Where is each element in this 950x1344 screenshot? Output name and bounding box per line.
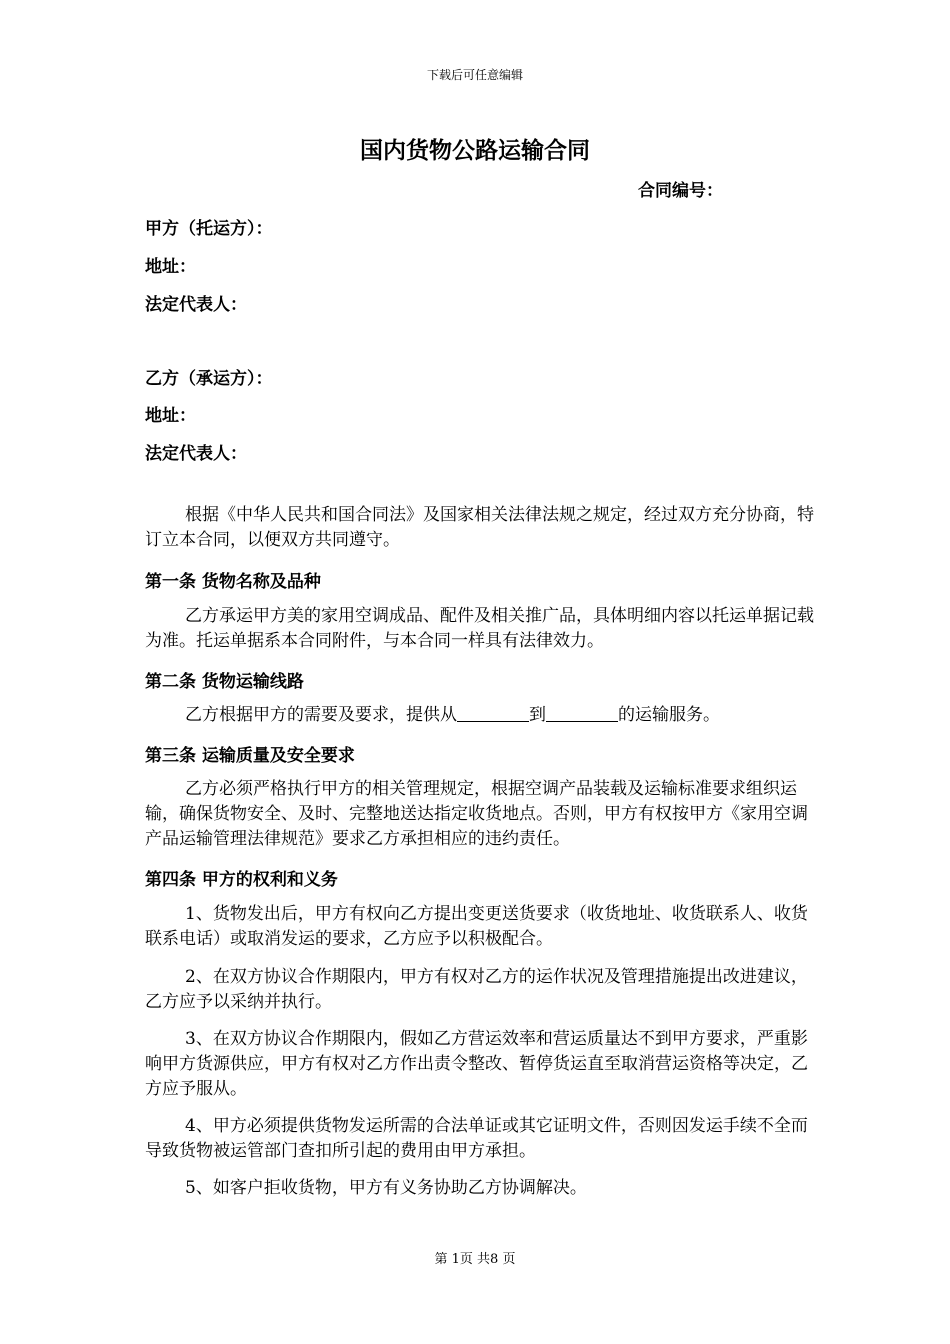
article-2-text-middle: 到 xyxy=(529,705,546,725)
article-2-text xyxy=(145,703,815,728)
party-a-label: 甲方（托运方）： xyxy=(145,219,273,239)
header-note: 下载后可任意编辑 xyxy=(426,68,523,82)
article-2-heading: 第二条 货物运输线路 xyxy=(145,672,304,692)
article-2-text-before: 乙方根据甲方的需要及要求，提供从 xyxy=(185,705,457,725)
article-4-item-3: 3、在双方协议合作期限内，假如乙方营运效率和营运质量达不到甲方要求，严重影响甲方货源供应，甲方有权对乙方作出责令整改、暂停货运直至取消营运资格等决定，乙方应予服从。 xyxy=(145,1029,808,1099)
party-b-address-label: 地址： xyxy=(145,406,196,426)
article-4-item-2: 2、在双方协议合作期限内，甲方有权对乙方的运作状况及管理措施提出改进建议，乙方应予以采纳并执行。 xyxy=(145,967,808,1012)
intro-paragraph: 根据《中华人民共和国合同法》及国家相关法律法规之规定，经过双方充分协商，特订立本合同，以便双方共同遵守。 xyxy=(145,505,814,550)
document-title: 国内货物公路运输合同 xyxy=(360,137,590,164)
destination-blank xyxy=(546,703,618,722)
party-b-rep-label: 法定代表人： xyxy=(145,444,247,464)
article-4-item-1: 1、货物发出后，甲方有权向乙方提出变更送货要求（收货地址、收货联系人、收货联系电话）或取消发运的要求，乙方应予以积极配合。 xyxy=(145,904,808,949)
party-b-label: 乙方（承运方）： xyxy=(145,369,273,389)
party-a-address-label: 地址： xyxy=(145,257,196,277)
origin-blank xyxy=(457,703,529,722)
article-1-heading: 第一条 货物名称及品种 xyxy=(145,572,321,592)
article-4-item-5: 5、如客户拒收货物，甲方有义务协助乙方协调解决。 xyxy=(185,1178,587,1198)
article-1-text: 乙方承运甲方美的家用空调成品、配件及相关推广品，具体明细内容以托运单据记载为准。托运单据系本合同附件，与本合同一样具有法律效力。 xyxy=(145,606,814,651)
article-4-item-4: 4、甲方必须提供货物发运所需的合法单证或其它证明文件，否则因发运手续不全而导致货物被运管部门查扣所引起的费用由甲方承担。 xyxy=(145,1116,808,1161)
article-4-heading: 第四条 甲方的权利和义务 xyxy=(145,870,338,890)
page-footer: 第 1页 共8 页 xyxy=(434,1252,516,1267)
article-3-heading: 第三条 运输质量及安全要求 xyxy=(145,746,355,766)
article-3-text: 乙方必须严格执行甲方的相关管理规定，根据空调产品装载及运输标准要求组织运输，确保货物安全、及时、完整地送达指定收货地点。否则，甲方有权按甲方《家用空调产品运输管理法律规范》要求乙方承担相应的违约责任。 xyxy=(145,779,808,849)
party-a-rep-label: 法定代表人： xyxy=(145,295,247,315)
article-2-text-after: 的运输服务。 xyxy=(618,705,720,725)
contract-number-label: 合同编号： xyxy=(638,181,723,201)
